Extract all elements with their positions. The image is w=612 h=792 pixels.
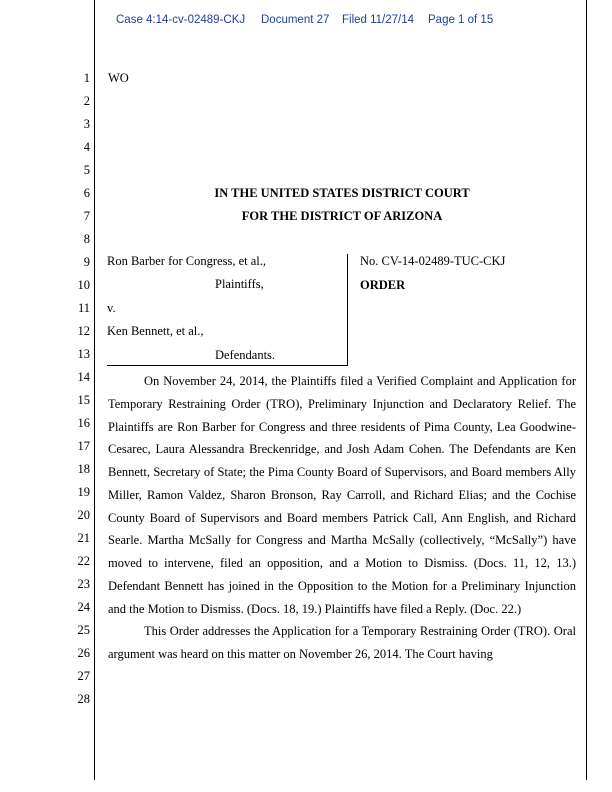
header-document-number: Document 27 (261, 14, 330, 26)
line-number: 13 (77, 347, 90, 361)
caption-divider (347, 254, 348, 366)
line-number: 3 (83, 117, 90, 131)
header-filed-date: Filed 11/27/14 (342, 14, 415, 26)
line-number: 8 (83, 232, 90, 246)
line-number: 14 (77, 370, 90, 384)
line-number: 2 (83, 94, 90, 108)
line-number: 4 (83, 140, 90, 154)
defendants-role: Defendants. (215, 348, 276, 362)
line-number: 7 (83, 209, 90, 223)
document-title: ORDER (360, 278, 406, 292)
line-number: 11 (77, 301, 90, 315)
line-number: 22 (77, 554, 90, 568)
caption-bottom-rule (107, 365, 348, 366)
plaintiffs-role: Plaintiffs, (215, 277, 264, 291)
line-number: 16 (77, 416, 90, 430)
paragraph-2: This Order addresses the Application for a Temporary Restraining Order (TRO). Oral argument was heard on this matter on November 26, 2014. The Court having (108, 624, 576, 661)
court-name: IN THE UNITED STATES DISTRICT COURT (214, 186, 470, 200)
line-number: 1 (83, 71, 90, 85)
line-number: 28 (77, 692, 90, 706)
line-number: 10 (77, 278, 90, 292)
line-number: 26 (77, 646, 90, 660)
header-case-number: Case 4:14-cv-02489-CKJ (116, 14, 246, 26)
line-number: 6 (83, 186, 90, 200)
line-number: 25 (77, 623, 90, 637)
line-number: 19 (77, 485, 90, 499)
line-number: 27 (77, 669, 90, 683)
line-number: 17 (77, 439, 90, 453)
header-page-number: Page 1 of 15 (428, 14, 494, 26)
order-body (108, 370, 576, 666)
line-number: 15 (77, 393, 90, 407)
line-number: 12 (77, 324, 90, 338)
line-number: 21 (77, 531, 90, 545)
filing-header (0, 12, 612, 30)
line-number: 9 (83, 255, 90, 269)
paragraph-1: On November 24, 2014, the Plaintiffs filed a Verified Complaint and Application for Temporary Restraining Order (TRO), Preliminary Injunction and Declaratory Relief. The Plaintiffs are Ron Barber for Congress and three residents of Pima County, Lea Goodwine-Cesarec, Laura Alessandra Breckenridge, and Josh Adam Cohen. The Defendants are Ken Bennett, Secretary of State; the Pima County Board of Supervisors, and Board members Ally Miller, Ramon Valdez, Sharon Bronson, Ray Carroll, and Richard Elias; and the Cochise County Board of Supervisors and Board members Patrick Call, Ann English, and Richard Searle. Martha McSally for Congress and Martha McSally (collectively, “McSally”) have moved to intervene, filed an opposition, and a Motion to Dismiss. (Docs. 11, 12, 13.) Defendant Bennett has joined in the Opposition to the Motion for a Preliminary Injunction and the Motion to Dismiss. (Docs. 18, 19.) Plaintiffs have filed a Reply. (Doc. 22.) (108, 374, 576, 616)
line-number: 24 (77, 600, 90, 614)
line-number: 5 (83, 163, 90, 177)
document-tag: WO (108, 71, 129, 85)
plaintiffs-name: Ron Barber for Congress, et al., (107, 254, 266, 268)
line-number: 23 (77, 577, 90, 591)
left-margin-rule (94, 0, 95, 780)
right-margin-rule (586, 0, 587, 780)
line-number: 20 (77, 508, 90, 522)
court-district: FOR THE DISTRICT OF ARIZONA (241, 209, 443, 223)
versus: v. (107, 301, 116, 315)
case-number: No. CV-14-02489-TUC-CKJ (360, 254, 506, 268)
defendants-name: Ken Bennett, et al., (107, 324, 204, 338)
line-number: 18 (77, 462, 90, 476)
